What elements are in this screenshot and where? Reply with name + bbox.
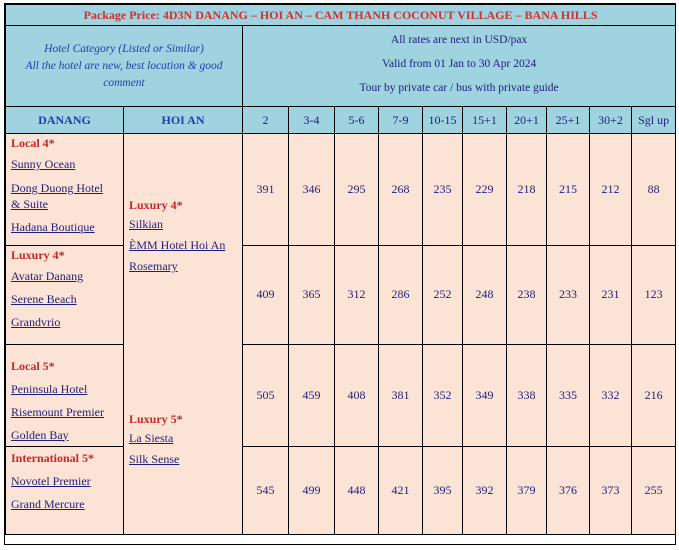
- rate-cell: 231: [590, 246, 632, 344]
- rate-cell: 421: [379, 446, 423, 534]
- hotel-category-header: [6, 26, 243, 107]
- category-label: Luxury 4*: [11, 248, 65, 263]
- category-label: International 5*: [11, 450, 95, 465]
- category-line-2: All the hotel are new, best location & good comment: [25, 59, 223, 89]
- rate-cell: 346: [289, 134, 335, 246]
- pax-header: 25+1: [547, 107, 590, 134]
- column-danang: DANANG: [6, 107, 124, 134]
- pax-header: 15+1: [463, 107, 507, 134]
- rate-cell: 123: [632, 246, 676, 344]
- hotel-link[interactable]: Hadana Boutique: [11, 220, 95, 234]
- hotel-link[interactable]: Avatar Danang: [11, 269, 84, 284]
- category-line-1: Hotel Category (Listed or Similar): [44, 42, 204, 55]
- rate-info-currency: All rates are next in USD/pax: [390, 34, 528, 46]
- rate-cell: 392: [463, 446, 507, 534]
- pax-header: 5-6: [335, 107, 379, 134]
- rate-cell: 459: [289, 344, 335, 446]
- hotel-link[interactable]: Golden Bay: [11, 427, 69, 442]
- rate-info: [243, 26, 676, 107]
- hotel-link[interactable]: Serene Beach: [11, 292, 77, 307]
- danang-local-4-cell: [6, 134, 124, 246]
- rate-cell: 212: [590, 134, 632, 246]
- rate-cell: 235: [423, 134, 463, 246]
- rate-cell: 408: [335, 344, 379, 446]
- rate-cell: 286: [379, 246, 423, 344]
- category-label: Local 5*: [11, 358, 55, 373]
- rate-cell: 238: [507, 246, 547, 344]
- pax-header: 10-15: [423, 107, 463, 134]
- hotel-link[interactable]: Peninsula Hotel: [11, 381, 88, 396]
- danang-luxury-4-cell: [6, 246, 124, 344]
- rate-cell: 215: [547, 134, 590, 246]
- price-table-frame: [4, 3, 676, 545]
- hotel-link[interactable]: Grand Mercure: [11, 496, 85, 511]
- rate-cell: 252: [423, 246, 463, 344]
- rate-cell: 338: [507, 344, 547, 446]
- rate-cell: 268: [379, 134, 423, 246]
- rate-cell: 395: [423, 446, 463, 534]
- rate-cell: 499: [289, 446, 335, 534]
- hotel-link[interactable]: Grandvrio: [11, 315, 61, 330]
- hotel-link[interactable]: Sunny Ocean: [11, 157, 76, 171]
- rate-cell: 295: [335, 134, 379, 246]
- rate-info-validity: Valid from 01 Jan to 30 Apr 2024: [381, 58, 537, 70]
- hotel-link[interactable]: ÈMM Hotel Hoi An: [129, 238, 226, 252]
- pax-header: 20+1: [507, 107, 547, 134]
- hotel-link[interactable]: Risemount Premier: [11, 404, 104, 419]
- category-label: Luxury 4*: [129, 198, 183, 212]
- hotel-link[interactable]: Dong Duong Hotel & Suite: [11, 181, 103, 211]
- rate-cell: 352: [423, 344, 463, 446]
- category-label: Luxury 5*: [129, 412, 183, 426]
- rate-cell: 312: [335, 246, 379, 344]
- rate-cell: 365: [289, 246, 335, 344]
- package-title: Package Price: 4D3N DANANG – HOI AN – CAM THANH COCONUT VILLAGE – BANA HILLS: [6, 5, 676, 26]
- hotel-link[interactable]: Silk Sense: [129, 452, 180, 466]
- rate-cell: 379: [507, 446, 547, 534]
- pax-header: Sgl up: [632, 107, 676, 134]
- rate-cell: 376: [547, 446, 590, 534]
- hotel-link[interactable]: Rosemary: [129, 259, 178, 273]
- rate-cell: 381: [379, 344, 423, 446]
- danang-local-5-cell: [6, 344, 124, 446]
- rate-cell: 545: [243, 446, 289, 534]
- rate-cell: 332: [590, 344, 632, 446]
- rate-cell: 218: [507, 134, 547, 246]
- rate-cell: 391: [243, 134, 289, 246]
- rate-cell: 216: [632, 344, 676, 446]
- rate-cell: 349: [463, 344, 507, 446]
- hoian-hotels-cell: [124, 134, 243, 535]
- pax-header: 2: [243, 107, 289, 134]
- hotel-link[interactable]: La Siesta: [129, 431, 174, 445]
- rate-cell: 373: [590, 446, 632, 534]
- rate-cell: 255: [632, 446, 676, 534]
- column-hoian: HOI AN: [124, 107, 243, 134]
- rate-info-transport: Tour by private car / bus with private guide: [359, 82, 559, 94]
- hotel-link[interactable]: Novotel Premier: [11, 473, 91, 488]
- pax-header: 3-4: [289, 107, 335, 134]
- rate-cell: 505: [243, 344, 289, 446]
- rate-cell: 448: [335, 446, 379, 534]
- rate-cell: 229: [463, 134, 507, 246]
- rate-cell: 335: [547, 344, 590, 446]
- rate-cell: 409: [243, 246, 289, 344]
- pax-header: 30+2: [590, 107, 632, 134]
- hotel-link[interactable]: Silkian: [129, 217, 164, 231]
- rate-cell: 233: [547, 246, 590, 344]
- danang-international-5-cell: [6, 446, 124, 534]
- rate-cell: 248: [463, 246, 507, 344]
- category-label: Local 4*: [11, 136, 55, 150]
- pax-header: 7-9: [379, 107, 423, 134]
- price-table: [5, 4, 676, 535]
- rate-cell: 88: [632, 134, 676, 246]
